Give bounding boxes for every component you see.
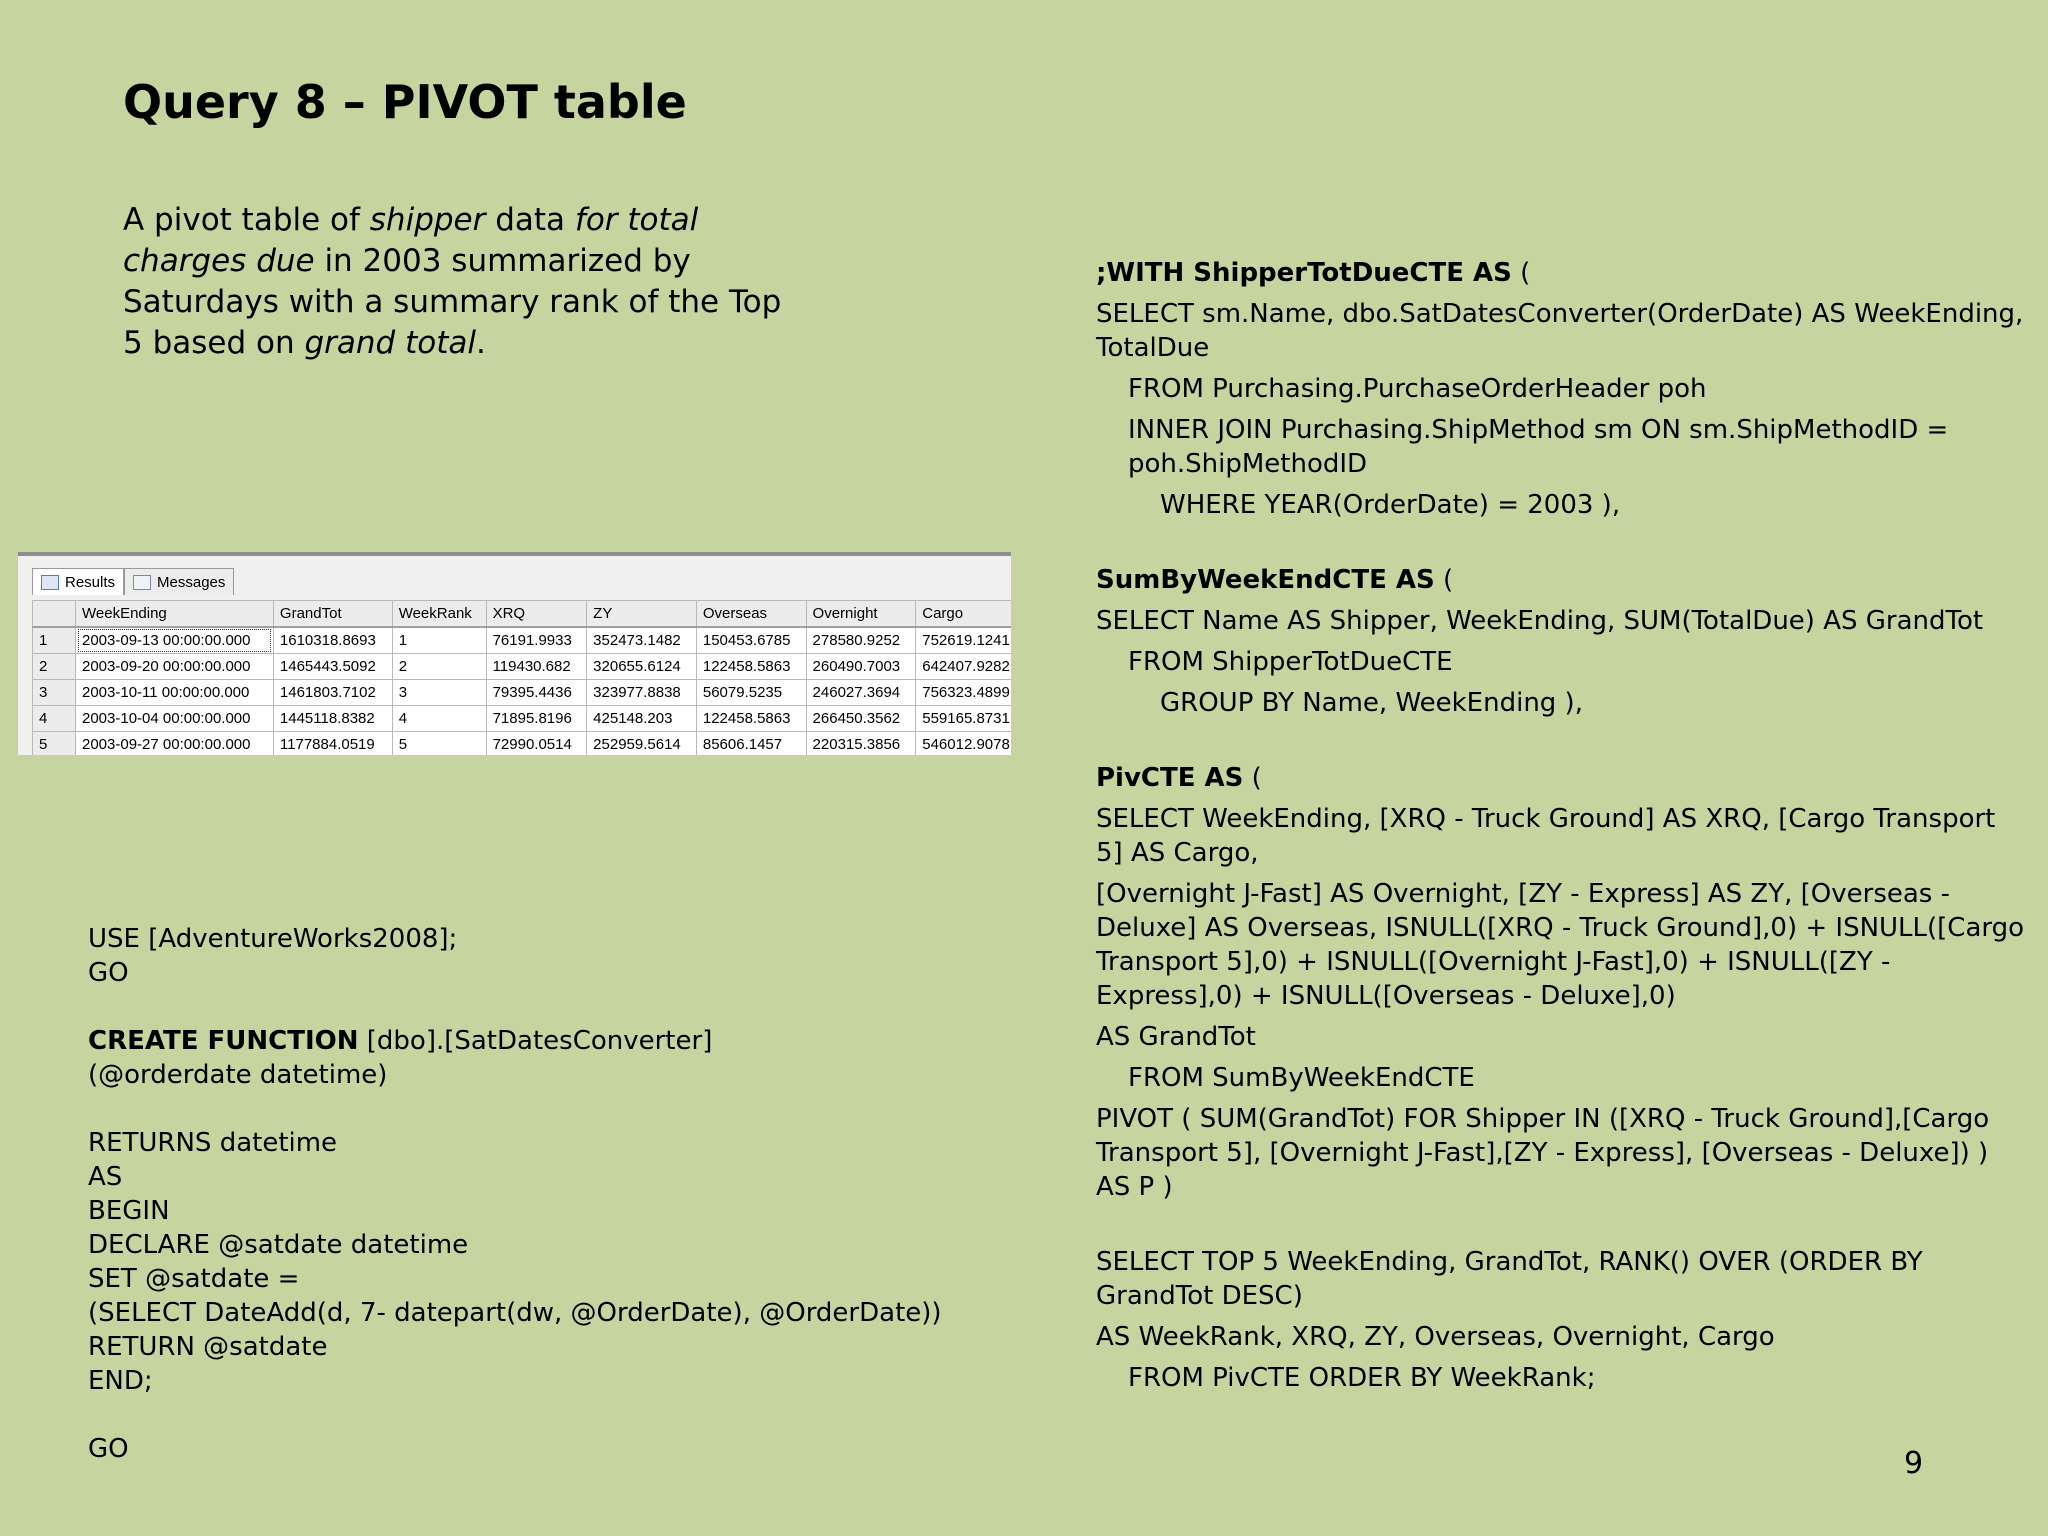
table-cell[interactable]: 425148.203 [587, 706, 697, 732]
column-header[interactable]: Cargo [916, 601, 1011, 628]
table-cell[interactable]: 1445118.8382 [273, 706, 392, 732]
table-cell[interactable]: 352473.1482 [587, 627, 697, 654]
row-number[interactable]: 1 [33, 627, 76, 654]
table-row[interactable] [33, 654, 1012, 680]
tab-results[interactable]: Results [32, 568, 124, 595]
grid-icon [41, 575, 59, 590]
table-cell[interactable]: 642407.9282 [916, 654, 1011, 680]
table-cell[interactable]: 278580.9252 [806, 627, 916, 654]
table-cell[interactable]: 119430.682 [486, 654, 587, 680]
table-cell[interactable]: 122458.5863 [696, 706, 806, 732]
table-cell[interactable]: 3 [392, 680, 486, 706]
row-number[interactable]: 5 [33, 732, 76, 756]
table-cell[interactable]: 546012.9078 [916, 732, 1011, 756]
table-cell[interactable]: 2003-10-11 00:00:00.000 [76, 680, 274, 706]
table-cell[interactable]: 2003-09-27 00:00:00.000 [76, 732, 274, 756]
column-header[interactable] [33, 601, 76, 628]
slide-title: Query 8 – PIVOT table [123, 75, 687, 129]
table-cell[interactable]: 72990.0514 [486, 732, 587, 756]
table-cell[interactable]: 1461803.7102 [273, 680, 392, 706]
table-cell[interactable]: 122458.5863 [696, 654, 806, 680]
table-cell[interactable]: 4 [392, 706, 486, 732]
table-cell[interactable]: 252959.5614 [587, 732, 697, 756]
table-cell[interactable]: 85606.1457 [696, 732, 806, 756]
table-cell[interactable]: 2003-10-04 00:00:00.000 [76, 706, 274, 732]
intro-paragraph: A pivot table of shipper data for total charges due in 2003 summarized by Saturdays with a summary rank of the Top 5 based on grand total. [123, 202, 782, 361]
results-table [32, 600, 1011, 755]
column-header[interactable]: WeekRank [392, 601, 486, 628]
page-number: 9 [1904, 1446, 1924, 1481]
row-number[interactable]: 4 [33, 706, 76, 732]
table-row[interactable] [33, 627, 1012, 654]
table-cell[interactable]: 246027.3694 [806, 680, 916, 706]
table-cell[interactable]: 320655.6124 [587, 654, 697, 680]
table-cell[interactable]: 5 [392, 732, 486, 756]
table-cell[interactable]: 1 [392, 627, 486, 654]
messages-icon [133, 575, 151, 590]
table-cell[interactable]: 756323.4899 [916, 680, 1011, 706]
tab-messages[interactable]: Messages [124, 568, 234, 595]
column-header[interactable]: XRQ [486, 601, 587, 628]
table-row[interactable] [33, 706, 1012, 732]
table-cell[interactable]: 266450.3562 [806, 706, 916, 732]
column-header[interactable]: Overnight [806, 601, 916, 628]
row-number[interactable]: 3 [33, 680, 76, 706]
table-cell[interactable]: 56079.5235 [696, 680, 806, 706]
table-cell[interactable]: 79395.4436 [486, 680, 587, 706]
table-cell[interactable]: 752619.1241 [916, 627, 1011, 654]
table-cell[interactable]: 1177884.0519 [273, 732, 392, 756]
table-cell[interactable]: 150453.6785 [696, 627, 806, 654]
column-header[interactable]: ZY [587, 601, 697, 628]
column-header[interactable]: GrandTot [273, 601, 392, 628]
table-row[interactable] [33, 680, 1012, 706]
table-cell[interactable]: 2 [392, 654, 486, 680]
table-row[interactable] [33, 732, 1012, 756]
table-cell[interactable]: 1465443.5092 [273, 654, 392, 680]
table-cell[interactable]: 2003-09-13 00:00:00.000 [76, 627, 274, 654]
table-cell[interactable]: 260490.7003 [806, 654, 916, 680]
table-cell[interactable]: 76191.9933 [486, 627, 587, 654]
query-code-block: ;WITH ShipperTotDueCTE AS ( SELECT sm.Name, dbo.SatDatesConverter(OrderDate) AS WeekEnding, TotalDue FROM Purchasing.PurchaseOrderHeader poh INNER JOIN Purchasing.ShipMethod sm ON sm.ShipMethodID = poh.ShipMethodID WHERE YEAR(OrderDate) = 2003 ), SumByWeekEndCTE AS ( SELECT Name AS Shipper, WeekEnding, SUM(TotalDue) AS GrandTot FROM ShipperTotDueCTE GROUP BY Name, WeekEnding ), PivCTE AS ( SELECT WeekEnding, [XRQ - Truck Ground] AS XRQ, [Cargo Transport 5] AS Cargo, [Overnight J-Fast] AS Overnight, [ZY - Express] AS ZY, [Overseas - Deluxe] AS Overseas, ISNULL([XRQ - Truck Ground],0) + ISNULL([Cargo Transport 5],0) + ISNULL([Overnight J-Fast],0) + ISNULL([ZY - Express],0) + ISNULL([Overseas - Deluxe],0) AS GrandTot FROM SumByWeekEndCTE PIVOT ( SUM(GrandTot) FOR Shipper IN ([XRQ - Truck Ground],[Cargo Transport 5], [Overnight J-Fast],[ZY - Express], [Overseas - Deluxe]) ) AS P ) SELECT TOP 5 WeekEnding, GrandTot, RANK() OVER (ORDER BY GrandTot DESC) AS WeekRank, XRQ, ZY, Overseas, Overnight, Cargo FROM PivCTE ORDER BY WeekRank; [1096, 258, 2025, 1393]
results-grid-screenshot [18, 552, 1011, 755]
table-cell[interactable]: 559165.8731 [916, 706, 1011, 732]
table-cell[interactable]: 220315.3856 [806, 732, 916, 756]
row-number[interactable]: 2 [33, 654, 76, 680]
table-cell[interactable]: 2003-09-20 00:00:00.000 [76, 654, 274, 680]
column-header[interactable]: WeekEnding [76, 601, 274, 628]
table-cell[interactable]: 323977.8838 [587, 680, 697, 706]
function-code-block: USE [AdventureWorks2008]; GO CREATE FUNCTION [dbo].[SatDatesConverter] (@orderdate datetime) RETURNS datetime AS BEGIN DECLARE @satdate datetime SET @satdate = (SELECT DateAdd(d, 7- datepart(dw, @OrderDate), @OrderDate)) RETURN @satdate END; GO [88, 924, 942, 1464]
table-cell[interactable]: 1610318.8693 [273, 627, 392, 654]
table-cell[interactable]: 71895.8196 [486, 706, 587, 732]
table-header-row [33, 601, 1012, 628]
column-header[interactable]: Overseas [696, 601, 806, 628]
results-tabs [32, 568, 234, 594]
